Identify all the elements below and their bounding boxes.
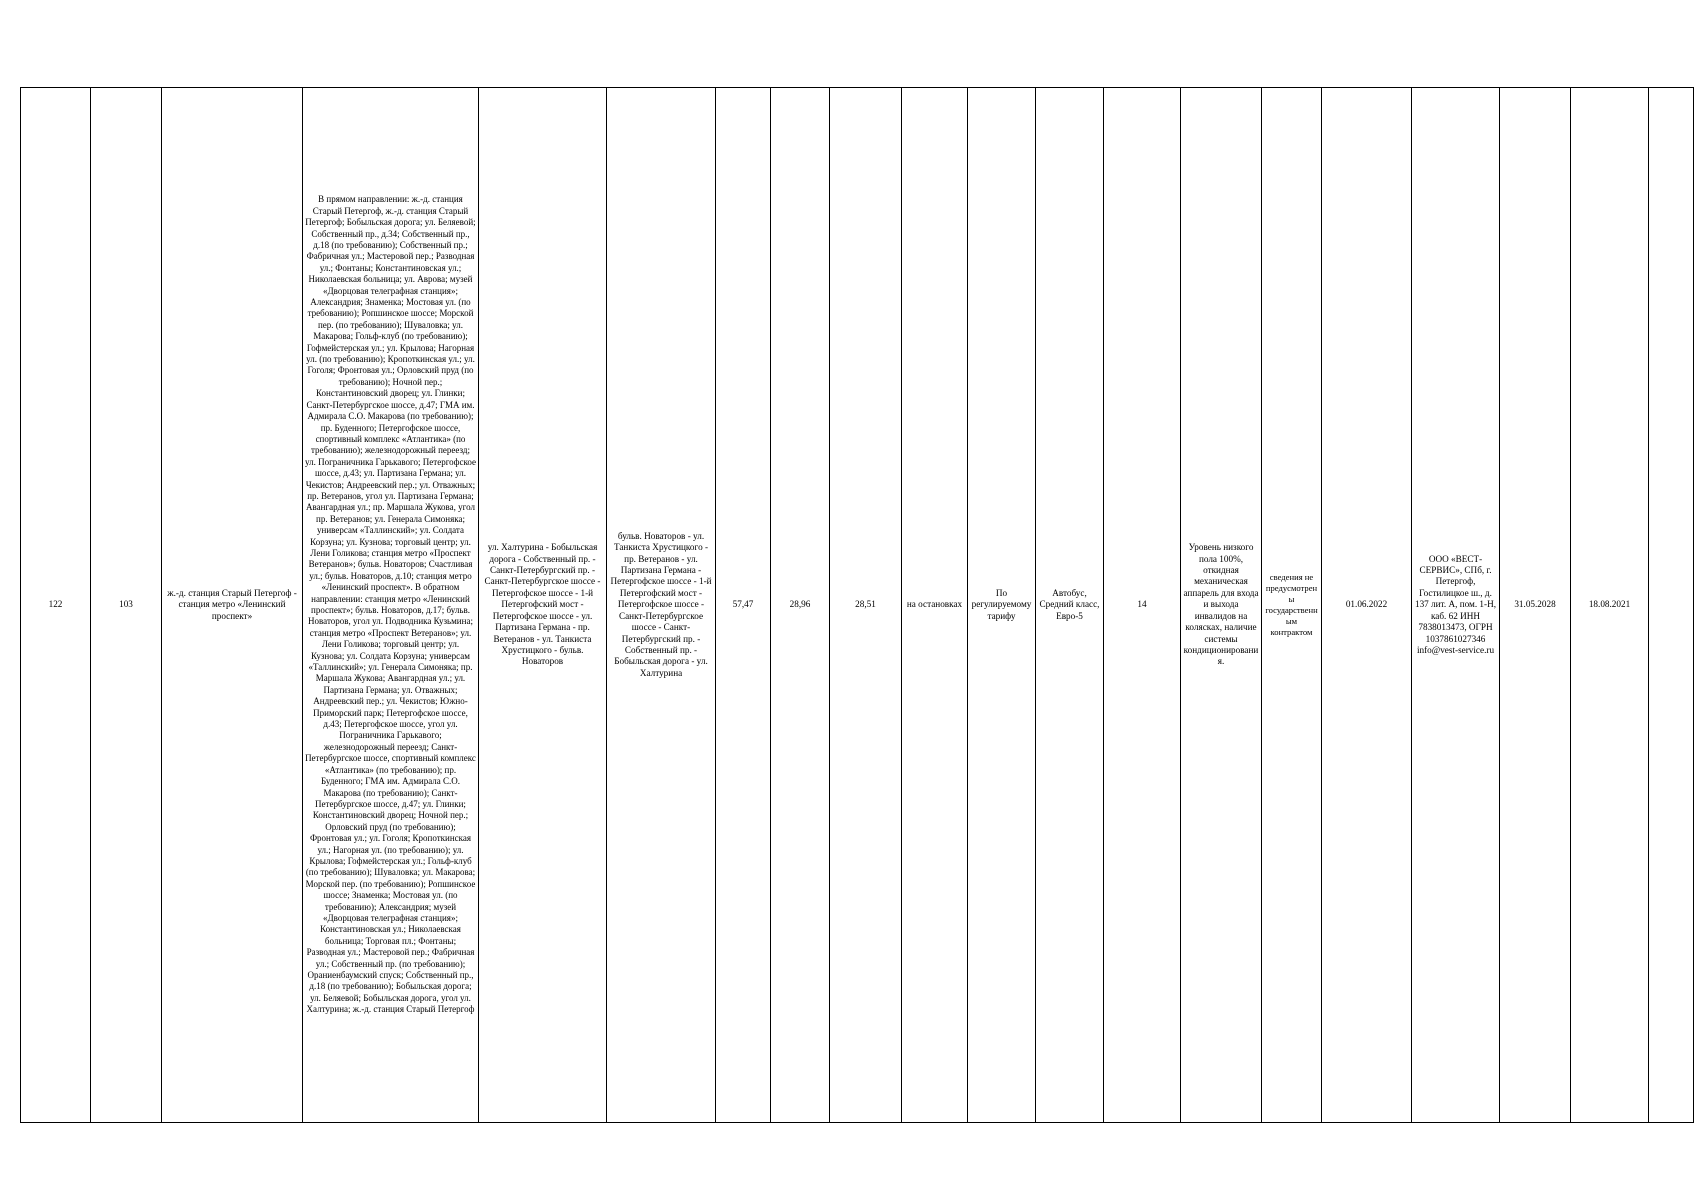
length-forward-cell: 28,96 xyxy=(771,88,830,1123)
fare-type-cell: По регулируемому тарифу xyxy=(968,88,1036,1123)
stop-order-cell: на остановках xyxy=(902,88,968,1123)
length-total-cell: 57,47 xyxy=(716,88,771,1123)
contract-info-cell: сведения не предусмотрены государственным контрактом xyxy=(1262,88,1322,1123)
length-backward-cell: 28,51 xyxy=(830,88,902,1123)
end-date-cell: 31.05.2028 xyxy=(1500,88,1571,1123)
table-row xyxy=(21,88,1694,1123)
streets-forward-cell: ул. Халтурина - Бобыльская дорога - Собственный пр. - Санкт-Петербургский пр. - Санкт-Петербургское шоссе - Петергофское шоссе - 1-й Петергофский мост - Петергофское шоссе - ул. Партизана Германа - пр. Ветеранов - ул. Танкиста Хрустицкого - бульв. Новаторов xyxy=(479,88,607,1123)
reg-date-cell: 18.08.2021 xyxy=(1571,88,1649,1123)
vehicle-cell: Автобус, Средний класс, Евро-5 xyxy=(1036,88,1104,1123)
characteristics-cell: Уровень низкого пола 100%, откидная механическая аппарель для входа и выхода инвалидов на колясках, наличие системы кондиционирования. xyxy=(1181,88,1262,1123)
reg-number-cell: 122 xyxy=(21,88,91,1123)
route-register-table xyxy=(20,87,1694,1123)
streets-backward-cell: бульв. Новаторов - ул. Танкиста Хрустицкого - пр. Ветеранов - ул. Партизана Германа - Петергофское шоссе - 1-й Петергофский мост - Петергофское шоссе - Санкт-Петербургское шоссе - Санкт-Петербургский пр. - Собственный пр. - Бобыльская дорога - ул. Халтурина xyxy=(607,88,716,1123)
carrier-cell: ООО «ВЕСТ-СЕРВИС», СПб, г. Петергоф, Гостилицкое ш., д. 137 лит. А, пом. 1-Н, каб. 62 ИНН 7838013473, ОГРН 1037861027346 info@vest-service.ru xyxy=(1412,88,1500,1123)
start-date-cell: 01.06.2022 xyxy=(1322,88,1412,1123)
route-number-cell: 103 xyxy=(91,88,162,1123)
vehicle-count-cell: 14 xyxy=(1104,88,1181,1123)
extra-cell xyxy=(1649,88,1694,1123)
route-name-cell: ж.-д. станция Старый Петергоф - станция метро «Ленинский проспект» xyxy=(162,88,303,1123)
stops-cell: В прямом направлении: ж.-д. станция Старый Петергоф, ж.-д. станция Старый Петергоф; Бобыльская дорога; ул. Беляевой; Собственный пр., д.34; Собственный пр., д.18 (по требованию); Собственный пр.; Фабричная ул.; Мастеровой пер.; Разводная ул.; Фонтаны; Константиновская ул.; Николаевская больница; ул. Аврова; музей «Дворцовая телеграфная станция»; Александрия; Знаменка; Мостовая ул. (по требованию); Ропшинское шоссе; Морской пер. (по требованию); Шуваловка; ул. Макарова; Гольф-клуб (по требованию); Гофмейстерская ул.; ул. Крылова; Нагорная ул. (по требованию); Кропоткинская ул.; ул. Гоголя; Фронтовая ул.; Орловский пруд (по требованию); Ночной пер.; Константиновский дворец; ул. Глинки; Санкт-Петербургское шоссе, д.47; ГМА им. Адмирала С.О. Макарова (по требованию); пр. Буденного; Петергофское шоссе, спортивный комплекс «Атлантика» (по требованию); железнодорожный переезд; ул. Пограничника Гарькавого; Петергофское шоссе, д.43; ул. Партизана Германа; ул. Чекистов; Андреевский пер.; ул. Отважных; пр. Ветеранов, угол ул. Партизана Германа; Авангардная ул.; пр. Маршала Жукова, угол пр. Ветеранов; ул. Генерала Симоняка; универсам «Таллинский»; ул. Солдата Корзуна; ул. Кузнова; торговый центр; ул. Лени Голикова; станция метро «Проспект Ветеранов»; бульв. Новаторов; Счастливая ул.; бульв. Новаторов, д.10; станция метро «Ленинский проспект». В обратном направлении: станция метро «Ленинский проспект»; бульв. Новаторов, д.17; бульв. Новаторов, угол ул. Подводника Кузьмина; станция метро «Проспект Ветеранов»; ул. Лени Голикова; торговый центр; ул. Кузнова; ул. Солдата Корзуна; универсам «Таллинский»; ул. Генерала Симоняка; пр. Маршала Жукова; Авангардная ул.; ул. Партизана Германа; ул. Отважных; Андреевский пер.; ул. Чекистов; Южно-Приморский парк; Петергофское шоссе, д.43; Петергофское шоссе, угол ул. Пограничника Гарькавого; железнодорожный переезд; Санкт-Петербургское шоссе, спортивный комплекс «Атлантика» (по требованию); пр. Буденного; ГМА им. Адмирала С.О. Макарова (по требованию); Санкт-Петербургское шоссе, д.47; ул. Глинки; Константиновский дворец; Ночной пер.; Орловский пруд (по требованию); Фронтовая ул.; ул. Гоголя; Кропоткинская ул.; Нагорная ул. (по требованию); ул. Крылова; Гофмейстерская ул.; Гольф-клуб (по требованию); Шуваловка; ул. Макарова; Морской пер. (по требованию); Ропшинское шоссе; Знаменка; Мостовая ул. (по требованию); Александрия; музей «Дворцовая телеграфная станция»; Константиновская ул.; Николаевская больница; Торговая пл.; Фонтаны; Разводная ул.; Мастеровой пер.; Фабричная ул.; Собственный пр. (по требованию); Ораниенбаумский спуск; Собственный пр., д.18 (по требованию); Бобыльская дорога; ул. Беляевой; Бобыльская дорога, угол ул. Халтурина; ж.-д. станция Старый Петергоф xyxy=(303,88,479,1123)
